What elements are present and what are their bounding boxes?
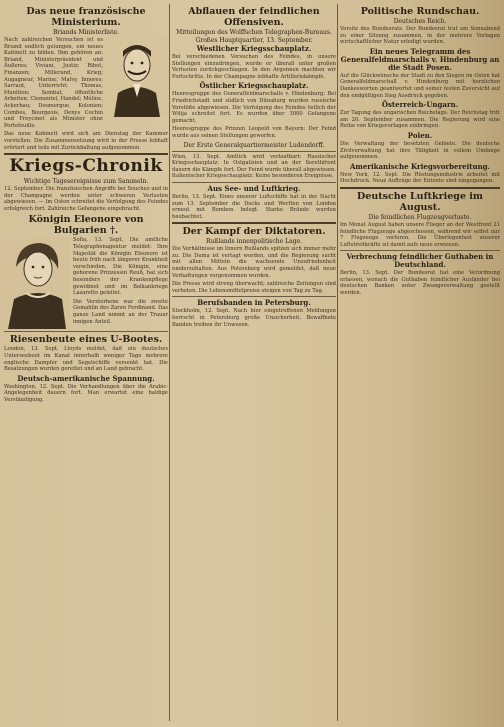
america-war-text: New York, 12. Sept. Die Rüstungsindustrie arbeitet mit Hochdruck. Neue Aufträge der Entente sind eingegangen. [340,171,500,185]
ministry-text: Nach zahlreichen Versuchen ist es Briand endlich gelungen, ein neues Kabinett zu bilden. Ihm gehören an: Briand, Ministerpräsident und Äußeres; Viviani, Justiz; Ribot, Finanzen; Millerand, Krieg; Augagneur, Marine; Malvy, Inneres; Sarraut, Unterricht; Thomas, Munition; Sembat, öffentliche Arbeiten; Clementel, Handel; Méline, Ackerbau; Doumergue, Kolonien; Combes, Bourgeois, Denys Cochin und Freycinet als Minister ohne Portefeuille. [4,37,103,129]
austria-headline: Österreich-Ungarn. [381,100,459,110]
divider [340,187,500,189]
dictator-text-more: Die Presse wird streng überwacht; zahlreiche Zeitungen sind verboten. Die Lebensmittelpreise steigen von Tag zu Tag. [172,281,336,294]
america-headline: Deutsch-amerikanische Spannung. [17,373,155,383]
luftkriege-subhead: Die feindlichen Flugzeugverluste. [368,213,472,221]
petersburg-text: Stockholm, 12. Sept. Nach hier eingetroffenen Meldungen herrscht in Petersburg große Unsicherheit. Bewaffnete Banden treiben ihr Unwesen. [172,308,336,328]
poland-text: Die Verwaltung der besetzten Gebiete. Die deutsche Zivilverwaltung hat ihre Tätigkeit in vollem Umfange aufgenommen. [340,140,500,161]
poland-headline: Polen. [407,130,433,140]
bank-headline: Verbrechung feindlicher Guthaben in Deutschland. [346,252,494,270]
austria-text: Zur Tagung des ungarischen Reichstags. Der Reichstag tritt am 20. September zusammen. Die Regierung wird eine Reihe von Kriegsvorlagen einbringen. [340,110,500,130]
column-rule [337,4,338,721]
queen-headline: Königin Eleonore von Bulgarien †. [28,214,144,237]
column-middle [172,4,336,723]
portrait-queen-image [4,237,70,329]
divider [172,296,336,297]
divider [172,151,336,152]
chronik-subhead: Wichtige Tagesereignisse zum Sammeln. [23,178,149,186]
petersburg-headline: Berufsbanden in Petersburg. [197,298,311,308]
politik-subhead: Deutsches Reich. [393,18,447,25]
uboat-headline: Riesenbeute eines U-Bootes. [9,334,163,346]
america-text: Washington, 12. Sept. Die Verhandlungen über die Arabic-Angelegenheit dauern fort. Man erwartet eine baldige Verständigung. [4,383,168,404]
dictator-subhead: Rußlands innenpolitische Lage. [206,238,302,246]
politik-text: Vorsitz des Bundesrats. Der Bundesrat trat am Sonnabend zu einer Sitzung zusammen, in der mehrere Vorlagen wirtschaftlicher Natur erledigt wurden. [340,26,500,46]
luftkriege-headline: Deutsche Luftkriege im August. [357,190,483,213]
america-war-headline: Amerikanische Kriegsvorbereitung. [350,161,490,171]
offensive-subhead: Mitteilungen des Wolffschen Telegraphen-Bureaus. [176,29,332,36]
divider [172,222,336,224]
signature-line: Der Erste Generalquartiermeister Ludendorff. [183,141,325,149]
luftkriege-text: Im Monat August haben unsere Flieger an der Westfront 21 feindliche Flugzeuge abgeschossen, während wir selbst nur 7 Flugzeuge verloren. Die Überlegenheit unserer Luftstreitkräfte ist damit aufs neue erwiesen. [340,221,500,248]
ministry-text-more: Das neue Kabinett wird sich am Dienstag der Kammer vorstellen. Die Zusammensetzung wird in der Presse lebhaft erörtert und teils mit Zurückhaltung aufgenommen. [4,131,168,151]
east-headline: Östlicher Kriegsschauplatz. [199,81,309,91]
dictator-text: Die Verhältnisse im Innern Rußlands spitzen sich immer mehr zu. Die Duma ist vertagt worden, und die Regierung sucht mit allen Mitteln die wachsende Unzufriedenheit niederzuhalten. Aus Petersburg wird gemeldet, daß neue Verhaftungen vorgenommen wurden. [172,246,336,279]
uboat-text: London, 13. Sept. Lloyds meldet, daß ein deutsches Unterseeboot im Kanal innerhalb weniger Tage mehrere englische Dampfer und Segelschiffe versenkt hat. Die Besatzungen wurden gerettet und an Land gebracht. [4,346,168,373]
divider [4,331,168,332]
column-rule [169,4,170,721]
politik-headline: Politische Rundschau. [360,6,480,17]
east-text-more: Heeresgruppe des Prinzen Leopold von Bayern: Der Feind wurde aus seinen Stellungen geworfen. [172,126,336,139]
portrait-man-image [106,37,168,117]
west-text: Bei verschiedenen Versuchen des Feindes, in unsere Stellungen einzudringen, wurde er überall unter großen Verlusten zurückgeschlagen. In den Argonnen machten wir Fortschritte. In der Champagne lebhafte Artilleriekämpfe. [172,54,336,80]
west-headline: Westlicher Kriegsschauplatz. [196,44,312,53]
telegram-headline: Ein neues Telegramm des Generalfeldmarschalls v. Hindenburg an die Stadt Posen. [340,46,500,72]
queen-text: Sofia, 13. Sept. Die amtliche Telegraphenagentur meldet: Ihre Majestät die Königin Eleonore ist heute früh nach längerer Krankheit verschieden. Die Königin, eine geborene Prinzessin Reuß, hat sich besonders der Krankenpflege gewidmet und im Balkankriege Lazarette geleitet. [73,237,168,297]
ministry-headline: Das neue französische Ministerium. [26,6,146,28]
column-left [4,4,168,723]
bank-text: Berlin, 13. Sept. Der Bundesrat hat eine Verordnung erlassen, wonach die Guthaben feindlicher Ausländer bei deutschen Banken unter Zwangsverwaltung gestellt werden. [340,270,500,297]
sea-air-text: Berlin, 13. Sept. Eines unserer Luftschiffe hat in der Nacht zum 13. September die Docks und Werften von London erneut mit Bomben belegt. Starke Brände wurden beobachtet. [172,193,336,220]
column-right [340,4,500,723]
ministry-subhead: Briands Ministerliste. [52,29,119,36]
queen-text-more: Die Verstorbene war die zweite Gemahlin des Zaren Ferdinand. Das ganze Land nimmt an der Trauer innigen Anteil. [73,298,168,325]
chronik-headline: Kriegs-Chronik [9,156,163,177]
divider [4,153,168,155]
austria-report-text: Wien, 13. Sept. Amtlich wird verlautbart: Russischer Kriegsschauplatz: In Ostgalizien und an der Serethfront dauern die Kämpfe fort. Der Feind wurde überall abgewiesen. Italienischer Kriegsschauplatz: Keine besonderen Ereignisse. [172,153,336,180]
divider [172,182,336,183]
chronik-text: 12. September. Die französischen Angriffe bei Souchez und in der Champagne werden unter schweren Verlusten abgewiesen. — Im Osten schreitet die Verfolgung des Feindes erfolgreich fort. Zahlreiche Gefangene eingebracht. [4,186,168,212]
east-text: Heeresgruppe des Generalfeldmarschalls v. Hindenburg: Bei Friedrichstadt und südlich von Dünaburg wurden russische Vorstöße abgewiesen. Die Verfolgung des Feindes östlich der Wilija schreitet fort. Es wurden über 3000 Gefangene gemacht. [172,91,336,124]
sea-air-headline: Aus See- und Luftkrieg. [207,183,301,193]
telegram-text: Auf die Glückwünsche der Stadt zu den Siegen im Osten hat Generalfeldmarschall v. Hindenburg mit herzlichen Dankesworten geantwortet und seiner festen Zuversicht auf den endgültigen Sieg Ausdruck gegeben. [340,72,500,99]
hq-dateline: Großes Hauptquartier, 13. September. [195,37,313,44]
dictator-headline: Der Kampf der Diktatoren. [182,226,326,238]
offensive-headline: Abflauen der feindlichen Offensiven. [188,6,320,28]
divider [340,250,500,251]
